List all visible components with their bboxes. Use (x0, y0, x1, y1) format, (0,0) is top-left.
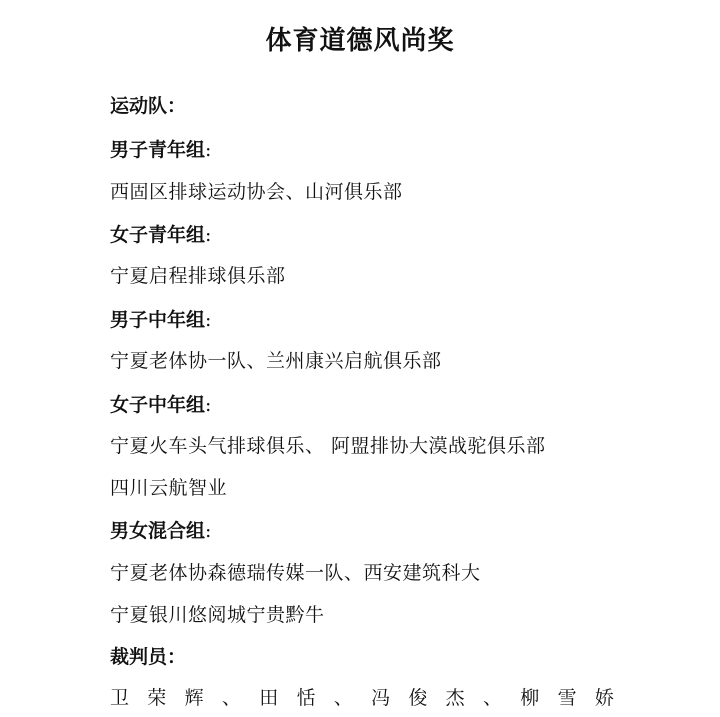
women-middle-entry-1: 宁夏火车头气排球俱乐、 阿盟排协大漠战驼俱乐部 (110, 435, 546, 457)
referee-char: 田 (259, 687, 279, 709)
team-heading: 运动队： (110, 95, 187, 117)
referee-names (110, 684, 614, 712)
men-middle-heading (110, 306, 211, 334)
referee-char: 恬 (296, 687, 316, 709)
men-middle-colon: : (205, 309, 212, 331)
mixed-colon: : (205, 520, 212, 542)
mixed-entry-1: 宁夏老体协森德瑞传媒一队、西安建筑科大 (110, 562, 481, 584)
referee-char: 柳 (520, 687, 540, 709)
referee-char: 卫 (110, 687, 130, 709)
mixed-label: 男女混合组 (110, 520, 206, 542)
referee-separator: 、 (221, 687, 241, 709)
men-youth-entry: 西固区排球运动协会、山河俱乐部 (110, 181, 403, 203)
women-middle-heading (110, 391, 211, 419)
referee-separator: 、 (333, 687, 353, 709)
women-youth-entry: 宁夏启程排球俱乐部 (110, 265, 286, 287)
referee-heading: 裁判员： (110, 646, 187, 668)
referee-char: 杰 (445, 687, 465, 709)
women-youth-heading (110, 221, 211, 249)
women-middle-label: 女子中年组 (110, 394, 206, 416)
referee-char: 雪 (557, 687, 577, 709)
referee-char: 辉 (184, 687, 204, 709)
men-youth-label: 男子青年组 (110, 139, 206, 161)
document-title: 体育道德风尚奖 (265, 26, 455, 56)
mixed-entry-2: 宁夏银川悠阅城宁贵黔牛 (110, 604, 325, 626)
women-youth-colon: : (205, 224, 212, 246)
men-middle-entry: 宁夏老体协一队、兰州康兴启航俱乐部 (110, 350, 442, 372)
referee-char: 冯 (371, 687, 391, 709)
women-middle-entry-2: 四川云航智业 (110, 477, 228, 499)
men-middle-label: 男子中年组 (110, 309, 206, 331)
referee-char: 娇 (594, 687, 614, 709)
women-youth-label: 女子青年组 (110, 224, 206, 246)
men-youth-colon: : (205, 139, 212, 161)
mixed-heading (110, 517, 211, 545)
referee-char: 俊 (408, 687, 428, 709)
women-middle-colon: : (205, 394, 212, 416)
referee-separator: 、 (482, 687, 502, 709)
referee-char: 荣 (147, 687, 167, 709)
men-youth-heading (110, 136, 211, 164)
